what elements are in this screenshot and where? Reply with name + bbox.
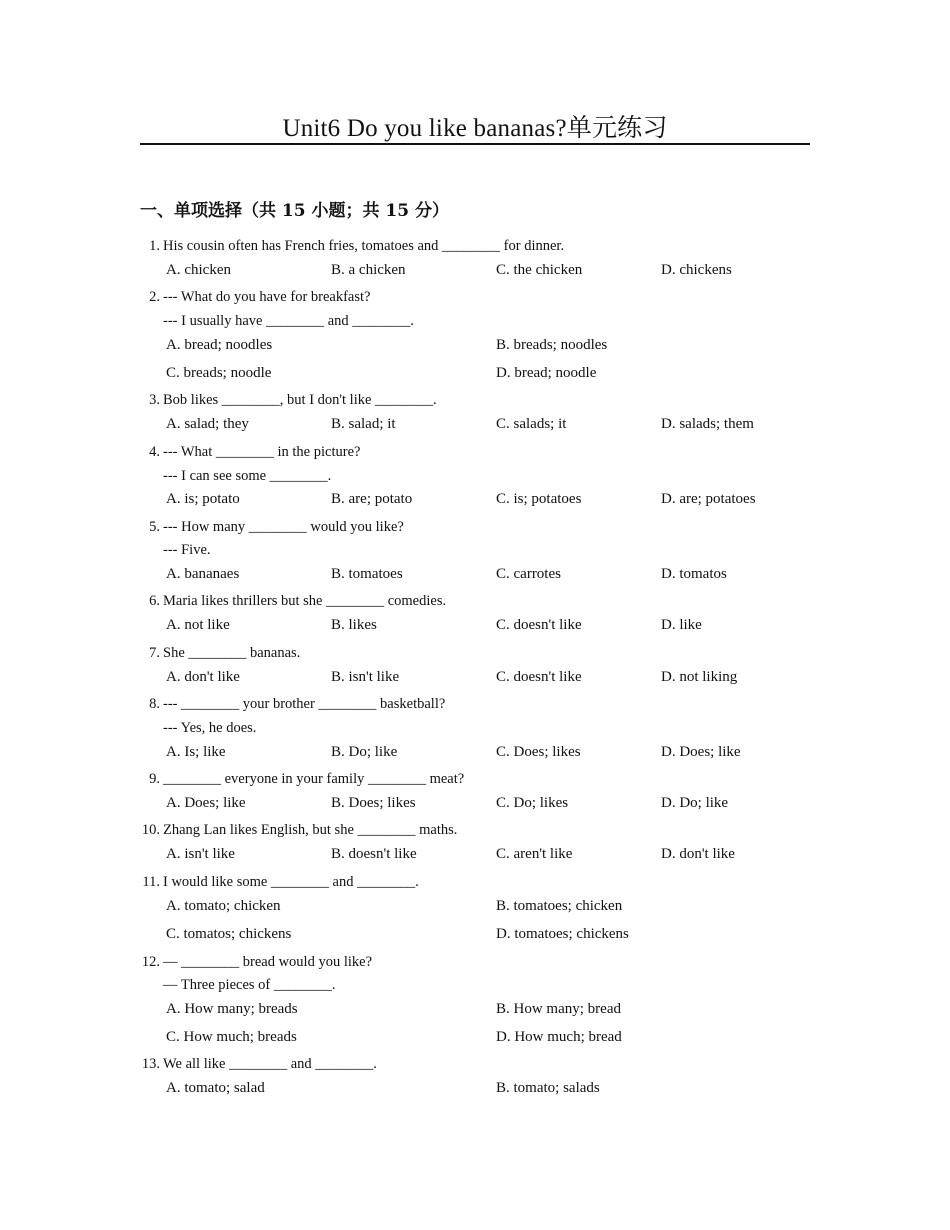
question-stem: She ________ bananas. [163,645,301,661]
question-number: 5. [149,519,160,535]
option-c: C. How much; breads [166,1029,297,1045]
question-number: 9. [149,771,160,787]
question-stem: Maria likes thrillers but she ________ comedies. [163,593,447,609]
question-number: 1. [149,238,160,254]
option-a: A. isn't like [166,846,235,862]
option-a: A. don't like [166,669,240,685]
option-b: B. tomatoes [331,566,403,582]
question-stem: Zhang Lan likes English, but she ________ maths. [163,822,458,838]
option-b: B. doesn't like [331,846,417,862]
option-a: A. Does; like [166,795,246,811]
option-d: D. tomatoes; chickens [496,926,629,942]
option-a: A. chicken [166,262,231,278]
question-number: 4. [149,444,160,460]
option-a: A. tomato; salad [166,1080,265,1096]
option-c: C. tomatos; chickens [166,926,292,942]
option-b: B. breads; noodles [496,337,608,353]
question-stem-line-2: --- Five. [163,542,211,558]
option-b: B. a chicken [331,262,406,278]
option-b: B. are; potato [331,491,413,507]
option-b: B. isn't like [331,669,400,685]
question-number: 13. [141,1056,160,1072]
option-a: A. bread; noodles [166,337,273,353]
question-stem-line-2: — Three pieces of ________. [163,977,336,993]
option-d: D. are; potatoes [661,491,756,507]
option-d: D. bread; noodle [496,365,597,381]
option-a: A. How many; breads [166,1001,298,1017]
option-b: B. Does; likes [331,795,416,811]
option-d: D. like [661,617,702,633]
question-stem: --- How many ________ would you like? [163,519,404,535]
option-c: C. is; potatoes [496,491,582,507]
question-number: 6. [149,593,160,609]
section-heading: 一、单项选择（共 15 小题；共 15 分） [140,201,449,221]
question-number: 12. [141,954,160,970]
option-b: B. tomato; salads [496,1080,600,1096]
question-number: 8. [149,696,160,712]
question-number: 10. [141,822,160,838]
option-b: B. tomatoes; chicken [496,898,623,914]
page-title: Unit6 Do you like bananas?单元练习 [282,115,668,142]
option-d: D. How much; bread [496,1029,622,1045]
question-number: 2. [149,289,160,305]
option-b: B. likes [331,617,377,633]
option-d: D. not liking [661,669,738,685]
option-c: C. the chicken [496,262,583,278]
question-stem-line-2: --- I can see some ________. [163,468,332,484]
option-d: D. Does; like [661,744,741,760]
question-stem-line-2: --- I usually have ________ and ________. [163,313,414,329]
question-stem: We all like ________ and ________. [163,1056,377,1072]
question-number: 11. [142,874,160,890]
option-d: D. don't like [661,846,735,862]
question-number: 3. [149,392,160,408]
option-c: C. doesn't like [496,617,582,633]
option-b: B. Do; like [331,744,398,760]
option-d: D. chickens [661,262,732,278]
option-b: B. How many; bread [496,1001,621,1017]
question-stem: --- What do you have for breakfast? [163,289,371,305]
question-number: 7. [149,645,160,661]
option-b: B. salad; it [331,416,396,432]
option-c: C. aren't like [496,846,573,862]
question-stem: ________ everyone in your family ________ meat? [163,771,465,787]
option-a: A. Is; like [166,744,226,760]
option-a: A. tomato; chicken [166,898,281,914]
option-a: A. bananaes [166,566,240,582]
option-d: D. tomatos [661,566,727,582]
option-a: A. not like [166,617,230,633]
option-c: C. Do; likes [496,795,569,811]
question-stem: His cousin often has French fries, tomatoes and ________ for dinner. [163,238,565,254]
question-stem: --- ________ your brother ________ basketball? [163,696,446,712]
question-stem: I would like some ________ and ________. [163,874,419,890]
option-c: C. salads; it [496,416,567,432]
option-a: A. salad; they [166,416,249,432]
question-stem: — ________ bread would you like? [163,954,373,970]
question-stem: --- What ________ in the picture? [163,444,361,460]
option-c: C. carrotes [496,566,561,582]
option-c: C. breads; noodle [166,365,272,381]
question-stem-line-2: --- Yes, he does. [163,720,257,736]
title-rule [140,143,810,145]
option-c: C. Does; likes [496,744,581,760]
option-d: D. Do; like [661,795,729,811]
option-c: C. doesn't like [496,669,582,685]
question-stem: Bob likes ________, but I don't like ________. [163,392,437,408]
option-a: A. is; potato [166,491,240,507]
option-d: D. salads; them [661,416,754,432]
